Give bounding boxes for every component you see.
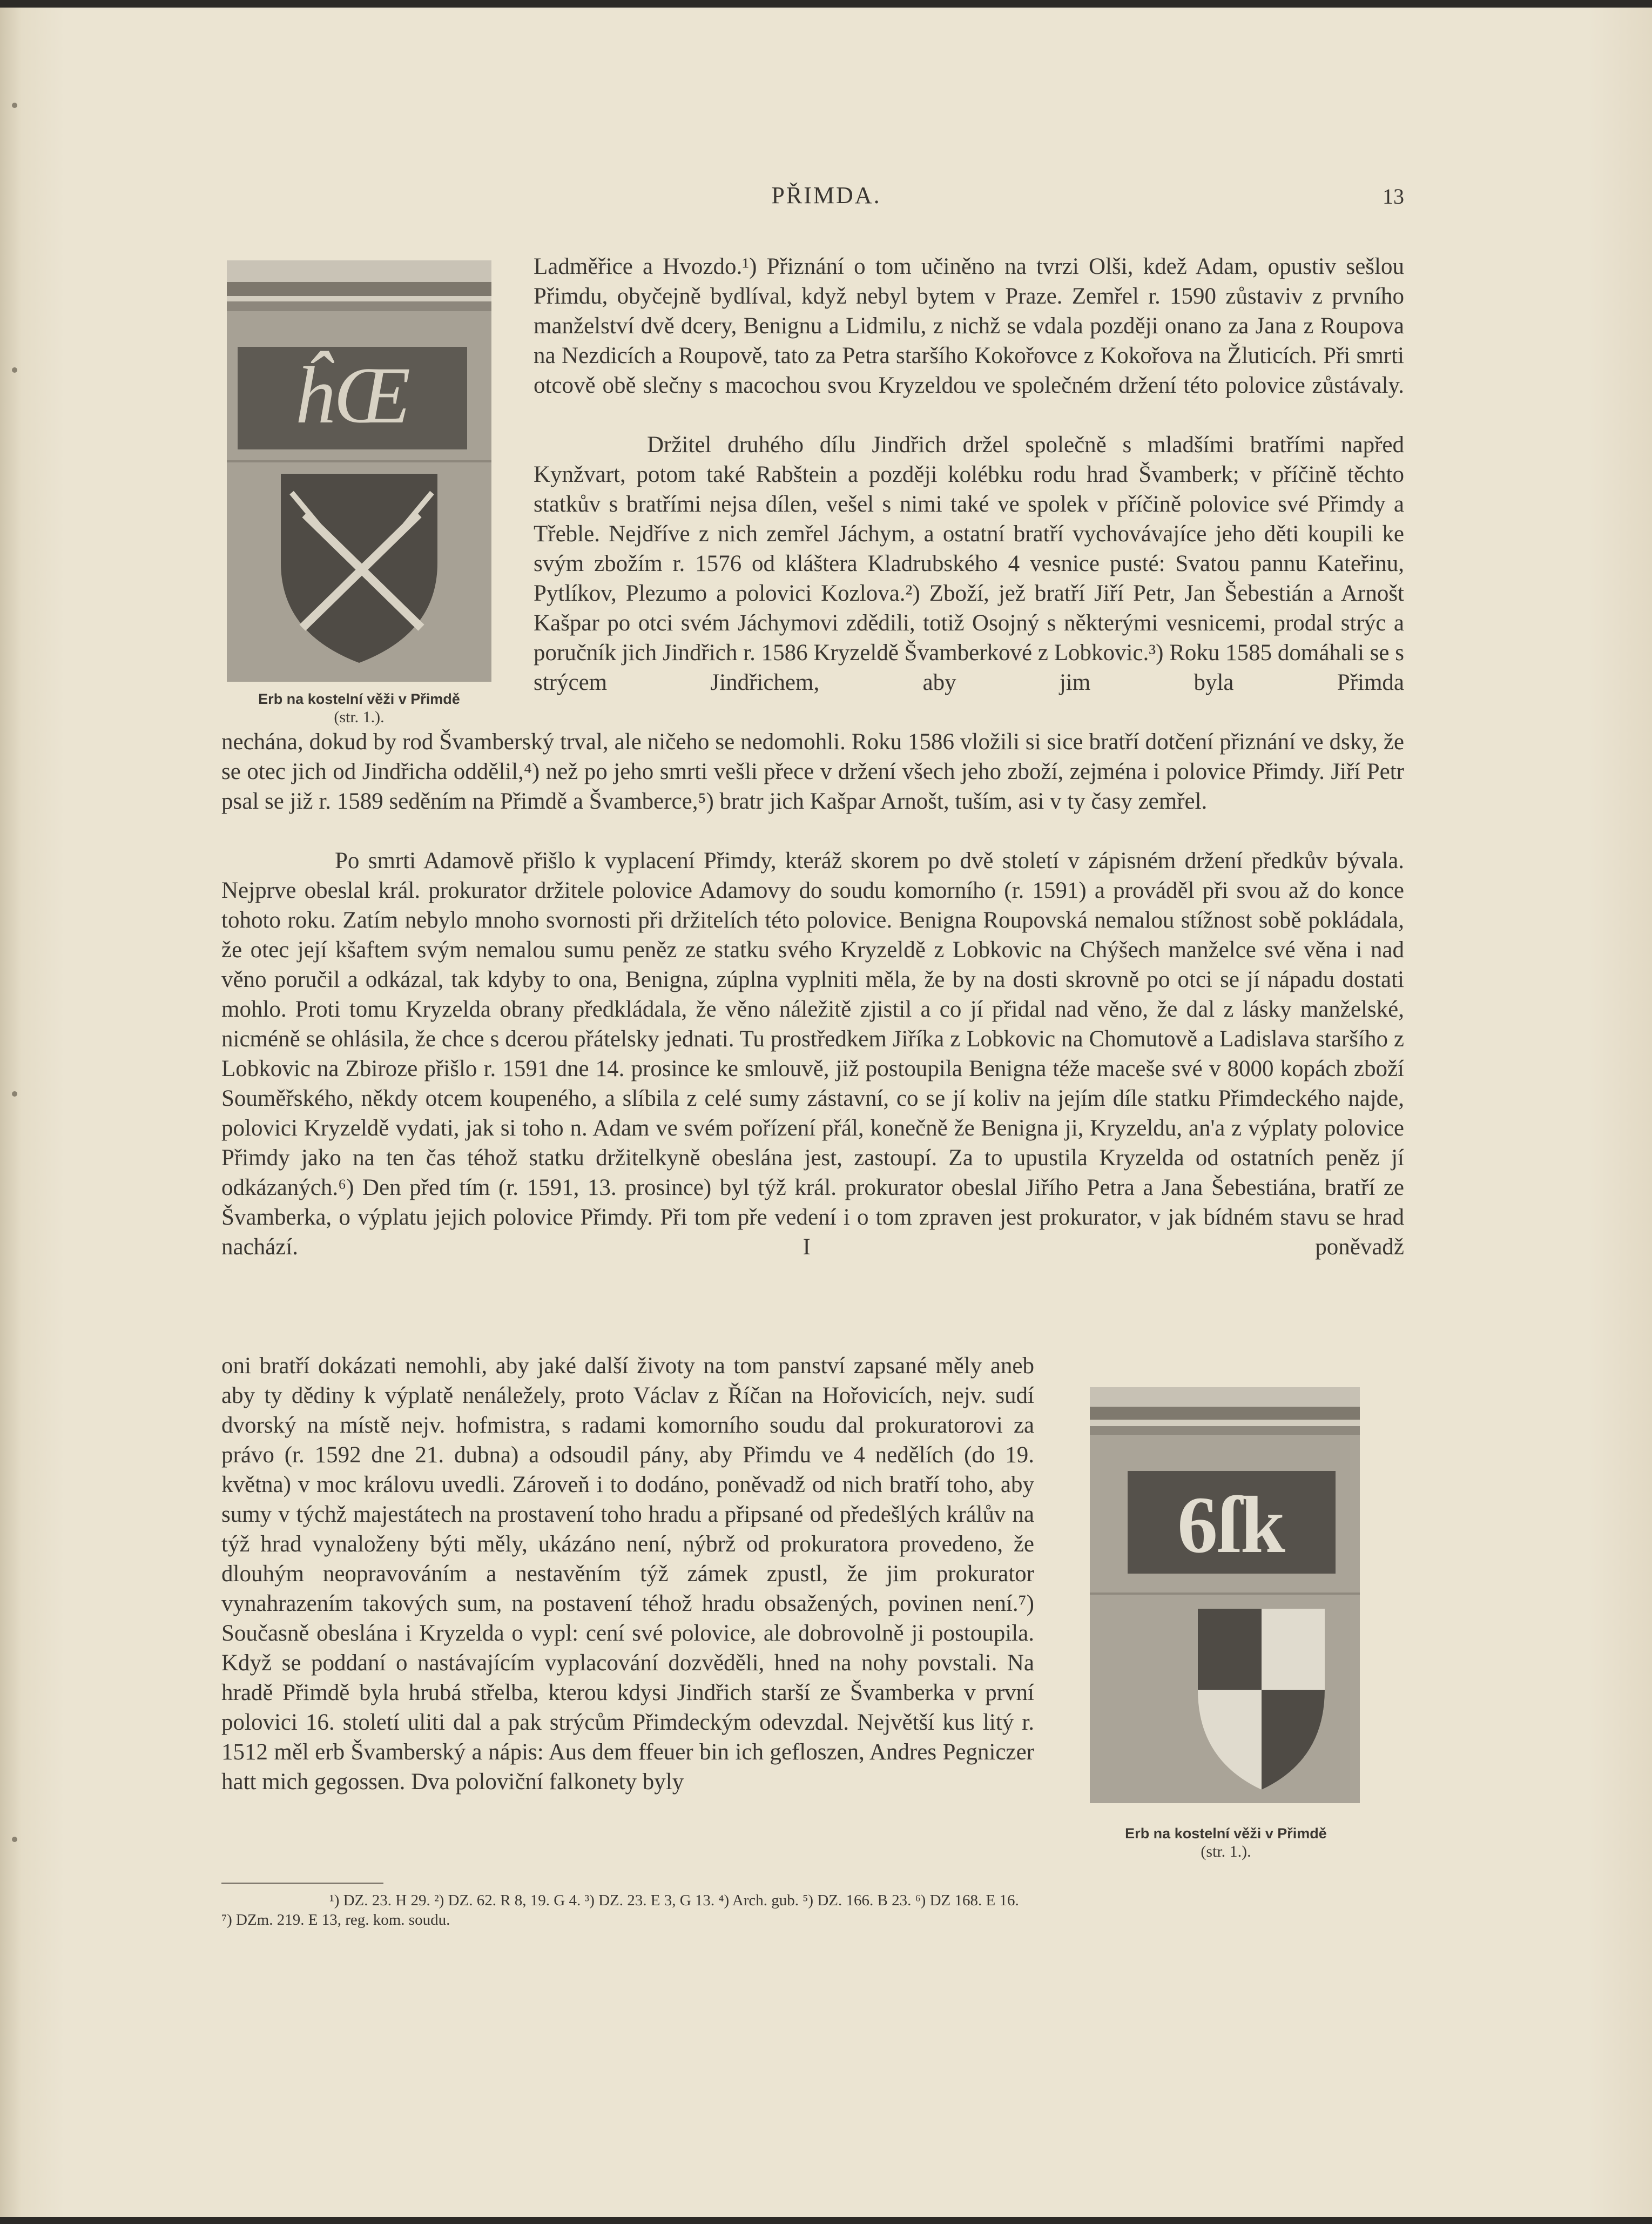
paragraph-2-wrap: Držitel druhého dílu Jindřich držel společně s mladšími bratřími napřed Kynžvart, potom také Rabštein a později kolébku rodu hrad Švamberk; v příčině těchto statkův s bratřími nejsa dílen, vešel s nimi také ve spolek v příčině polovice své Přimdy a Třeble. Nejdříve z nich zemřel Jáchym, a ostatní bratří vychovávajíce jeho děti koupili ke svým zbožím r. 1576 od kláštera Kladrubského 4 vesnice pusté: Svatou pannu Kateřinu, Pytlíkov, Plezumo a polovici Kozlova.²) Zboží, jež bratří Jiří Petr, Jan Šebestián a Arnošt Kašpar po otci svém Jáchymovi zdědili, totiž Osojný s některými vesnicemi, prodal strýc a poručník jich Jindřich r. 1586 Kryzeldě Švamberkové z Lobkovic.³) Roku 1585 domáhali se s strýcem Jindřichem, aby jim byla Přimda (534, 432, 1404, 695)
scan-bottom-edge (0, 2217, 1652, 2224)
binding-mark (12, 1837, 17, 1842)
coat-of-arms-photo (227, 260, 491, 682)
paragraph-3-wrap: oni bratří dokázati nemohli, aby jaké další životy na tom panství zapsané měly aneb aby ty dědiny k výplatě nenáležely, proto Václav z Říčan na Hořovicích, nejv. sudí dvorský na místě nejv. hofmistra, s radami komorního soudu dal prokuratorovi za právo (r. 1592 dne 21. dubna) a odsoudil pány, aby Přimdu ve 4 nedělích (do 19. května) v moc královu uvedli. Zároveň i to dodáno, poněvadž od nich bratří toho, aby sumy v týchž majestátech na prostavení toho hradu a připsané od předešlých králův na týž hrad vynaloženy býti měly, ukázáno není, nýbrž od prokuratora provedeno, že dlouhým neopravováním a nestavěním týž zámek zpustl, že jim prokurator vynahrazením takových sum, na postavení téhož hradu obsažených, povinen není.⁷) Současně obeslána i Kryzelda o vypl: cení své polovice, ale dobrovolně ji postoupila. Když se poddaní o nastávajícím vyplacování dozvěděli, hned na nohy povstali. Na hradě Přimdě byla hrubá střelba, kterou kdysi Jindřich starší ze Švamberka v první polovici 16. století uliti dal a pak strýcům Přimdeckým odevzdal. Největší kus litý r. 1512 měl erb Švamberský a nápis: Aus dem ffeuer bin ich gefloszen, Andres Pegniczer hatt mich gegossen. Dva poloviční falkonety byly (221, 1353, 1034, 1795)
footnote-line: ¹) DZ. 23. H 29. ²) DZ. 62. R 8, 19. G 4. ³) DZ. 23. E 3, G 13. ⁴) Arch. gub. ⁵) DZ. 166. B 23. ⁶) DZ 168. E 16. (329, 1892, 1019, 1909)
paragraph-3-full: Po smrti Adamově přišlo k vyplacení Přimdy, kteráž skorem po dvě století v zápisném držení předkův bývala. Nejprve obeslal král. prokurator držitele polovice Adamovy do soudu komorního (r. 1591) a prováděl při svou až do konce tohoto roku. Zatím nebylo mnoho svornosti při držitelích této polovice. Benigna Roupovská nemalou stížnost sobě pokládala, že otec její kšaftem svým nemalou sumu peněz ze statku svého Kryzeldě z Lobkovic na Chýšech manželce své věna i nad věno poručil a odkázal, tak kdyby to ona, Benigna, zúplna vyplniti měla, že by na dosti skrovně po otci se jí nápadu dostati mohlo. Proti tomu Kryzelda obrany předkládala, že věno náležitě zjistil a co jí přidal nad věno, že dal z lásky manželské, nicméně se ohlásila, že chce s dcerou přátelsky jednati. Tu prostředkem Jiříka z Lobkovic na Chomutově a Ladislava staršího z Lobkovic na Zbiroze přišlo r. 1591 dne 14. prosince ke smlouvě, již postoupila Benigna téže maceše své v 8000 kopách zboží Souměřského, někdy otcem koupeného, a slíbila z celé sumy zástavní, co se jí koliv na jejím díle statku Přimdeckého najde, polovici Kryzeldě vydati, jak si toho n. Adam ve svém pořízení přál, konečně že Benigna ji, Kryzeldu, an'a z výplaty polovice Přimdy jako na ten čas téhož statku držitelkyně obeslána jest, zastoupí. Za to upustila Kryzelda od ostatních peněz jí odkázaných.⁶) Den před tím (r. 1591, 13. prosince) byl týž král. prokurator obeslal Jiřího Petra a Jana Šebestiána, bratří ze Švamberka, o výplatu jejich polovice Přimdy. Při tom pře vedení i o tom zpraven jest prokurator, v jak bídném stavu se hrad nachází. I poněvadž (221, 848, 1404, 1260)
figure-caption (1091, 1824, 1361, 1861)
paragraph-2-full: nechána, dokud by rod Švamberský trval, ale ničeho se nedomohli. Roku 1586 vložili si sice bratří dotčení přiznání ve dsky, že se otec jich od Jindřicha oddělil,⁴) než po jeho smrti vešli přece v držení všech jeho zboží, zejména i polovice Přimdy. Jiří Petr psal se již r. 1589 seděním na Přimdě a Švamberce,⁵) bratr jich Kašpar Arnošt, tuším, asi v ty časy zemřel. (221, 729, 1404, 814)
figure-caption (221, 690, 497, 727)
binding-mark (12, 1091, 17, 1097)
coat-of-arms-photo (1090, 1387, 1360, 1803)
paragraph-1: Ladměřice a Hvozdo.¹) Přiznání o tom učiněno na tvrzi Olši, kdež Adam, opustiv sešlou Přimdu, obyčejně bydlíval, když nebyl bytem v Praze. Zemřel r. 1590 zůstaviv z prvního manželství dvě dcery, Benignu a Lidmilu, z nichž se vdala později onano za Jana z Roupova na Nezdicích a Roupově, tato za Petra staršího Kokořovce z Kokořova na Žluticích. Při smrti otcově obě slečny s macochou svou Kryzeldou ve společném držení této polovice zůstávaly. (534, 254, 1404, 398)
page-number: 13 (1383, 184, 1404, 209)
binding-mark (12, 367, 17, 373)
caption-title: Erb na kostelní věži v Přimdě (258, 691, 460, 707)
running-title: PŘIMDA. (771, 182, 881, 209)
binding-mark (12, 103, 17, 108)
footnote-rule (221, 1883, 383, 1884)
scan-top-edge (0, 0, 1652, 8)
inscription-text: 6ſk (1177, 1480, 1286, 1570)
caption-ref: (str. 1.). (334, 708, 385, 726)
caption-ref: (str. 1.). (1201, 1843, 1251, 1860)
caption-title: Erb na kostelní věži v Přimdě (1125, 1825, 1327, 1842)
inscription-text: ĥŒ (293, 351, 411, 440)
footnote-line: ⁷) DZm. 219. E 13, reg. kom. soudu. (221, 1911, 450, 1929)
